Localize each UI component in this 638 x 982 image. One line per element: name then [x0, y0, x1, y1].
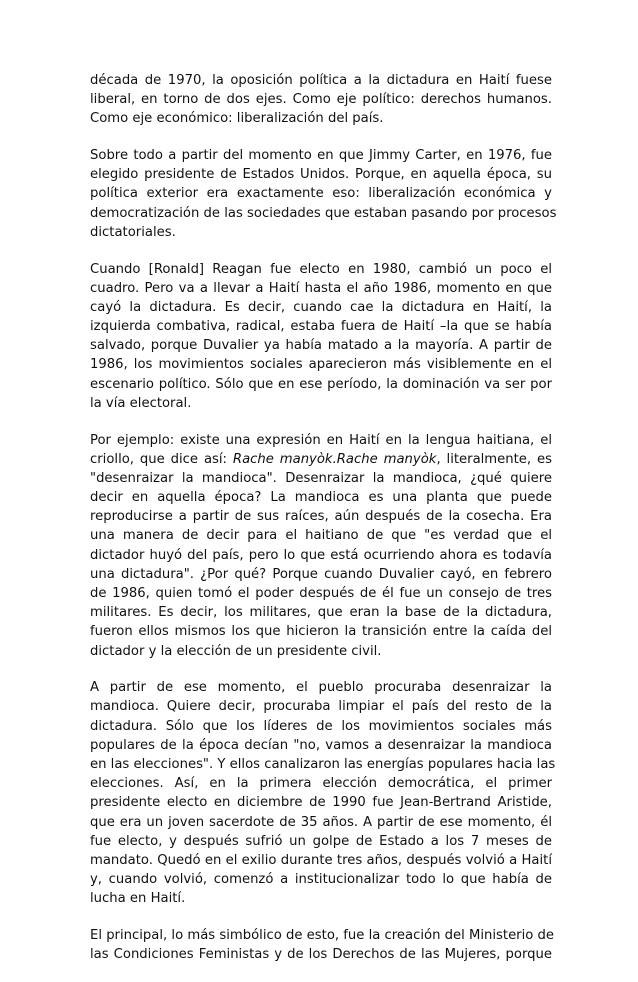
- text-line: una manera de decir para el haitiano de que "es verdad que el: [90, 528, 552, 544]
- text-line: mandato. Quedó en el exilio durante tres años, después volvió a Haití: [90, 852, 552, 868]
- text-line: fue electo, y después sufrió un golpe de Estado a los 7 meses de: [90, 833, 552, 849]
- text-line: salvado, porque Duvalier ya había matado a la mayoría. A partir de: [90, 338, 552, 354]
- text-line: en las elecciones". Y ellos canalizaron las energías populares hacia las: [90, 757, 556, 772]
- text-line: izquierda combativa, radical, estaba fuera de Haití –la que se había: [90, 319, 552, 335]
- text-line: la vía electoral.: [90, 395, 192, 411]
- text-line: presidente electo en diciembre de 1990 fue Jean-Bertrand Aristide,: [90, 795, 552, 811]
- text-line: dictador huyó del país, pero lo que está ocurriendo ahora es todavía: [90, 547, 552, 563]
- text-line: década de 1970, la oposición política a la dictadura en Haití fuese: [90, 73, 552, 88]
- paragraph-4: [90, 431, 552, 661]
- text-line: "desenraizar la mandioca". Desenraizar la mandioca, ¿qué quiere: [90, 470, 552, 486]
- paragraph-6: [90, 926, 555, 964]
- text-line: liberal, en torno de dos ejes. Como eje político: derechos humanos.: [90, 92, 552, 108]
- paragraph-1: [90, 71, 552, 129]
- text-line: El principal, lo más simbólico de esto, fue la creación del Ministerio de: [90, 928, 555, 943]
- document-body: [90, 71, 557, 982]
- text-line: elecciones. Así, en la primera elección democrática, el primer: [90, 776, 552, 792]
- text-line: cayó la dictadura. Es decir, cuando cae la dictadura en Haití, la: [90, 299, 552, 315]
- text-line: Como eje económico: liberalización del país.: [90, 111, 384, 127]
- text-line: mandioca. Quiere decir, procuraba limpiar el país del resto de la: [90, 699, 552, 715]
- text-segment: , literalmente, es: [436, 451, 552, 467]
- text-line: una dictadura". ¿Por qué? Porque cuando Duvalier cayó, en febrero: [90, 566, 552, 582]
- text-line: y, cuando volvió, comenzó a institucionalizar todo lo que había de: [90, 872, 552, 888]
- text-line: de 1986, quien tomó el poder después de él fue un consejo de tres: [90, 586, 552, 601]
- text-line: dictadura. Sólo que los líderes de los movimientos sociales más: [90, 718, 552, 734]
- paragraph-3: [90, 260, 552, 414]
- text-line: las Condiciones Feministas y de los Derechos de las Mujeres, porque: [90, 947, 552, 963]
- italic-phrase: Rache manyòk.Rache manyòk: [232, 451, 437, 467]
- text-line: dictador y la elección de un presidente civil.: [90, 643, 382, 659]
- text-line: reproducirse a partir de sus raíces, aún después de la cosecha. Era: [90, 509, 552, 525]
- text-line: dictatoriales.: [90, 224, 176, 240]
- text-line: militares. Es decir, los militares, que eran la base de la dictadura,: [90, 605, 552, 621]
- text-line: A partir de ese momento, el pueblo procuraba desenraizar la: [90, 680, 552, 696]
- text-line: que era un joven sacerdote de 35 años. A partir de ese momento, él: [90, 814, 552, 830]
- text-line: elegido presidente de Estados Unidos. Porque, en aquella época, su: [90, 167, 552, 183]
- text-line: Por ejemplo: existe una expresión en Haití en la lengua haitiana, el: [90, 432, 552, 448]
- text-line: fueron ellos mismos los que hicieron la transición entre la caída del: [90, 624, 552, 640]
- text-line: Cuando [Ronald] Reagan fue electo en 1980, cambió un poco el: [90, 261, 552, 277]
- text-segment: criollo, que dice así:: [90, 451, 233, 467]
- text-line: lucha en Haití.: [90, 891, 186, 907]
- text-line: populares de la época decían "no, vamos a desenraizar la mandioca: [90, 737, 552, 753]
- text-line: democratización de las sociedades que estaban pasando por procesos: [90, 205, 557, 221]
- text-line-with-italic: [90, 450, 552, 469]
- text-line: cuadro. Pero va a llevar a Haití hasta el año 1986, momento en que: [90, 280, 552, 296]
- paragraph-5: [90, 678, 556, 908]
- paragraph-2: [90, 146, 557, 242]
- text-line: decir en aquella época? La mandioca es una planta que puede: [90, 490, 552, 506]
- text-line: 1986, los movimientos sociales aparecieron más visiblemente en el: [90, 357, 552, 373]
- text-line: escenario político. Sólo que en ese período, la dominación va ser por: [90, 376, 552, 392]
- text-line: política exterior era exactamente eso: liberalización económica y: [90, 186, 552, 202]
- text-line: Sobre todo a partir del momento en que Jimmy Carter, en 1976, fue: [90, 148, 552, 164]
